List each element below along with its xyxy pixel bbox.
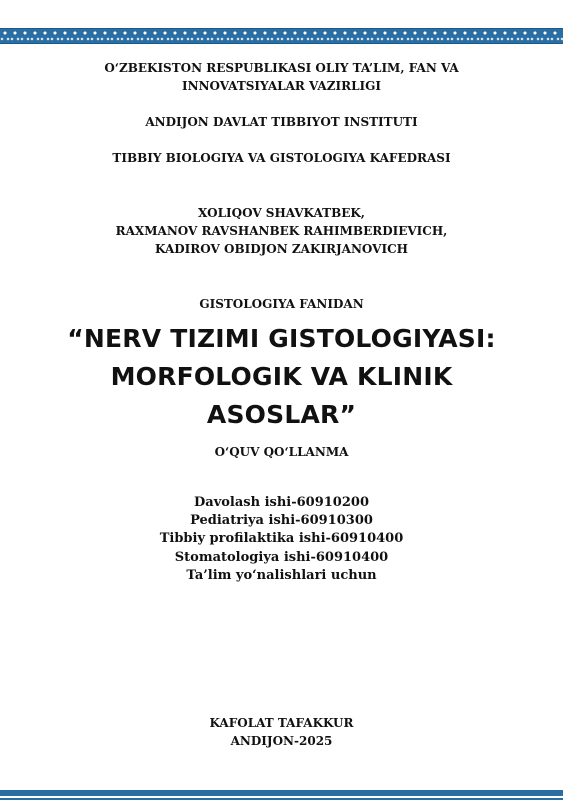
specialty-1: Davolash ishi-60910200 [194,495,369,510]
subject-line: GISTOLOGIYA FANIDAN [199,297,364,311]
specialty-4: Stomatologiya ishi-60910400 [174,550,389,565]
specialty-3: Tibbiy profilaktika ishi-60910400 [159,531,404,546]
author-3: KADIROV OBIDJON ZAKIRJANOVICH [155,242,408,256]
title-line-3: ASOSLAR” [206,400,357,429]
city-year: ANDIJON-2025 [230,734,333,748]
bottom-decorative-border-thin [0,798,563,800]
specialty-2: Pediatriya ishi-60910300 [190,513,373,528]
ministry-line-1: O‘ZBEKISTON RESPUBLIKASI OLIY TA’LIM, FAN VA [104,61,459,75]
author-1: XOLIQOV SHAVKATBEK, [198,206,365,220]
document-type: O‘QUV QO‘LLANMA [214,445,349,459]
title-line-2: MORFOLOGIK VA KLINIK [110,362,453,391]
specialty-5: Ta’lim yo‘nalishlari uchun [186,568,377,583]
top-decorative-border [0,28,563,44]
title-line-1: “NERV TIZIMI GISTOLOGIYASI: [67,324,496,353]
ministry-line-2: INNOVATSIYALAR VAZIRLIGI [182,79,381,93]
author-2: RAXMANOV RAVSHANBEK RAHIMBERDIEVICH, [115,224,448,238]
department-name: TIBBIY BIOLOGIYA VA GISTOLOGIYA KAFEDRASI [112,151,451,165]
bottom-decorative-border [0,790,563,796]
publisher-name: KAFOLAT TAFAKKUR [209,716,354,730]
institute-name: ANDIJON DAVLAT TIBBIYOT INSTITUTI [145,115,418,129]
